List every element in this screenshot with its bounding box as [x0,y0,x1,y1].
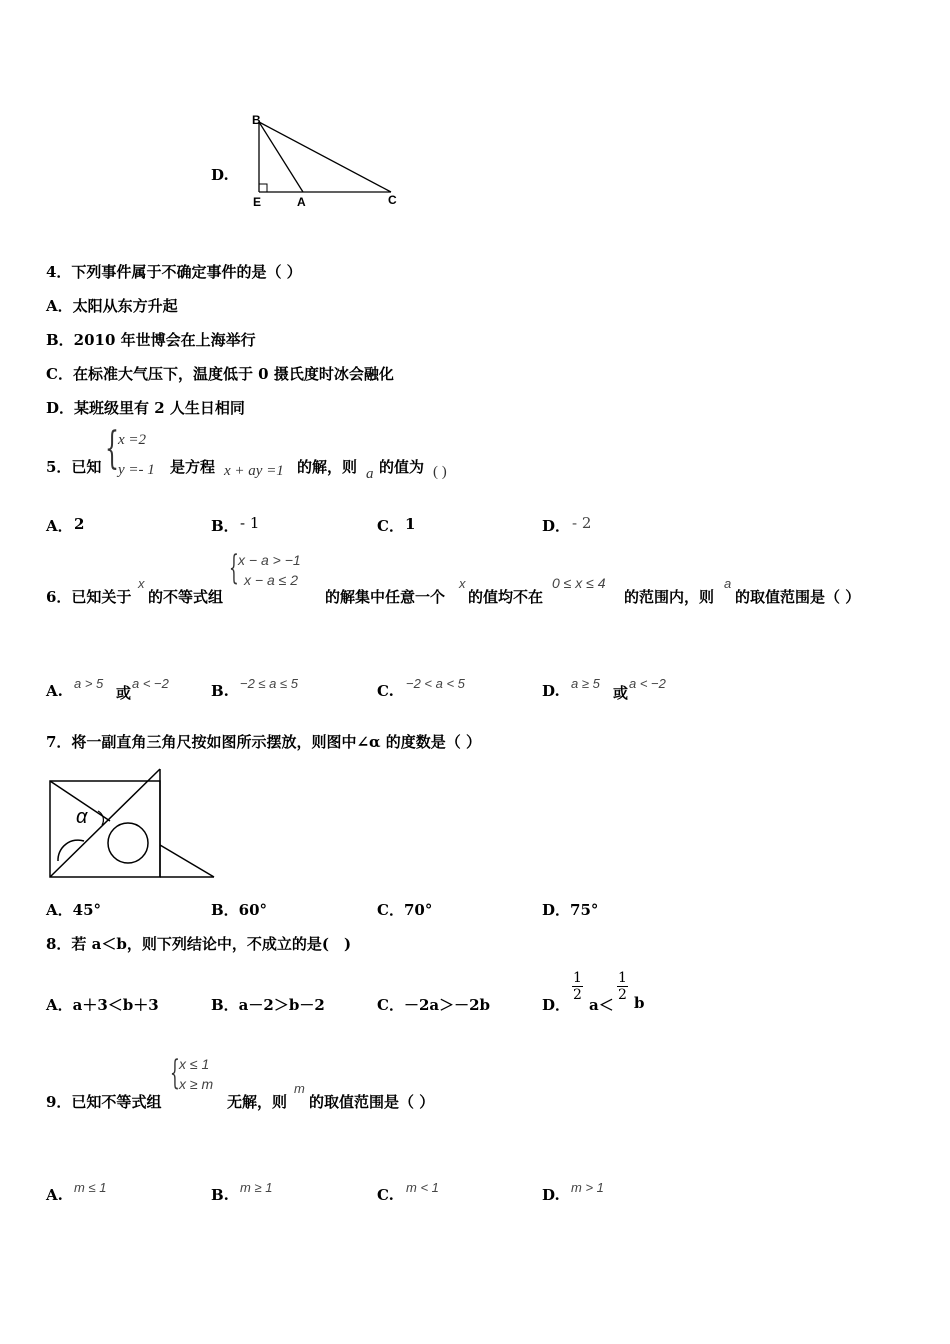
q6-option-c-label: C. [377,682,394,700]
q5-option-b-label: B． [211,517,239,535]
q5-brace: { [105,423,119,474]
q9-option-b-label: B. [211,1186,229,1204]
q6-option-a-label: A. [46,682,63,700]
q9-suffix: 的取值范围是（ ） [309,1093,435,1111]
q6-mid1: 的不等式组 [148,588,224,606]
q4-option-b: B．2010 年世博会在上海举行 [46,331,256,349]
q5-option-d-label: D． [542,517,571,535]
q9-mid: 无解，则 [227,1093,288,1111]
q8-option-d-label: D． [542,996,571,1014]
q9-prefix: 9．已知不等式组 [46,1093,162,1111]
q3-option-d-label: D. [211,166,229,184]
q6-suffix: 的取值范围是（ ） [735,588,861,606]
q8-frac2-num: 1 [618,970,627,986]
q5-option-a-label: A． [46,517,73,535]
q6-sys-line1: x − a > −1 [238,552,301,568]
q8-option-c: C．－2a＞－2b [377,996,491,1014]
q6-option-c-value: −2 < a < 5 [406,676,465,691]
q5-sys-line1: x =2 [118,432,147,448]
q3-triangle-figure [245,110,405,210]
q6-brace: { [229,548,239,588]
q5-option-c-value: 1 [405,515,416,533]
q9-option-a-label: A. [46,1186,63,1204]
q9-option-c-label: C. [377,1186,394,1204]
q6-option-d-or: 或 [613,684,629,702]
q4-option-c: C．在标准大气压下，温度低于 0 摄氏度时冰会融化 [46,365,394,383]
q6-range: 0 ≤ x ≤ 4 [552,575,606,591]
q9-option-a-value: m ≤ 1 [74,1180,107,1195]
q9-var: m [294,1081,305,1096]
q5-prefix: 5．已知 [46,458,102,476]
q8-frac1-num: 1 [573,970,582,986]
q3-label-mid: A [297,195,306,209]
q3-label-top: B [252,113,261,127]
q7-option-c: C．70° [377,901,433,919]
q9-option-b-value: m ≥ 1 [240,1180,273,1195]
q8-option-d-frac2 [617,970,628,1003]
q5-option-a-value: 2 [74,515,85,533]
q6-option-a-or: 或 [116,684,132,702]
q8-option-d-a: a＜ [589,996,614,1014]
q7-option-a: A．45° [46,901,102,919]
q6-option-d-part1: a ≥ 5 [571,676,600,691]
q6-prefix: 6．已知关于 [46,588,132,606]
q6-var-x: x [138,576,145,591]
q4-option-d: D．某班级里有 2 人生日相同 [46,399,245,417]
q7-stem: 7．将一副直角三角尺按如图所示摆放，则图中∠α 的度数是（ ） [46,733,481,751]
q8-option-d-b: b [634,994,645,1012]
q6-option-a-part2: a < −2 [132,676,169,691]
q5-var: a [366,466,374,482]
q6-option-d-part2: a < −2 [629,676,666,691]
q3-label-bottom-left: E [253,195,262,209]
q9-sys-line2: x ≥ m [179,1076,214,1092]
q5-suffix: 的值为 [379,458,425,476]
q8-option-a: A．a＋3＜b＋3 [46,996,159,1014]
q5-paren: ( ) [433,464,447,480]
q6-mid3: 的值均不在 [468,588,544,606]
q8-frac2-den: 2 [618,987,627,1003]
q5-equation: x + ay =1 [224,463,284,479]
q8-option-b: B．a－2＞b－2 [211,996,325,1014]
q6-mid2: 的解集中任意一个 [325,588,446,606]
q5-option-d-value: - 2 [572,514,592,532]
q5-option-c-label: C． [377,517,404,535]
q5-mid2: 的解，则 [297,458,358,476]
q9-option-c-value: m < 1 [406,1180,439,1195]
q7-option-d: D．75° [542,901,599,919]
q6-sys-line2: x − a ≤ 2 [244,572,298,588]
q9-sys-line1: x ≤ 1 [179,1056,210,1072]
q5-sys-line2: y =- 1 [118,462,155,478]
q5-mid1: 是方程 [170,458,216,476]
q7-alpha-label: α [76,806,88,828]
q4-option-a: A．太阳从东方升起 [46,297,178,315]
q5-option-b-value: - 1 [240,514,260,532]
q8-option-d-frac1 [572,970,583,1003]
q6-var-x-2: x [459,576,466,591]
q7-option-b: B．60° [211,901,268,919]
q6-mid4: 的范围内，则 [624,588,715,606]
q4-stem: 4．下列事件属于不确定事件的是（ ） [46,263,302,281]
q3-label-right: C [388,193,397,207]
q6-option-a-part1: a > 5 [74,676,104,691]
q6-option-b-value: −2 ≤ a ≤ 5 [240,676,298,691]
q8-frac1-den: 2 [573,987,582,1003]
q6-option-d-label: D. [542,682,560,700]
q8-stem: 8．若 a＜b，则下列结论中，不成立的是( ) [46,935,352,953]
q6-var-a: a [724,576,732,591]
q9-brace: { [170,1053,180,1093]
q9-option-d-label: D. [542,1186,560,1204]
q6-option-b-label: B. [211,682,229,700]
q7-set-squares-figure [46,765,218,883]
q9-option-d-value: m > 1 [571,1180,604,1195]
